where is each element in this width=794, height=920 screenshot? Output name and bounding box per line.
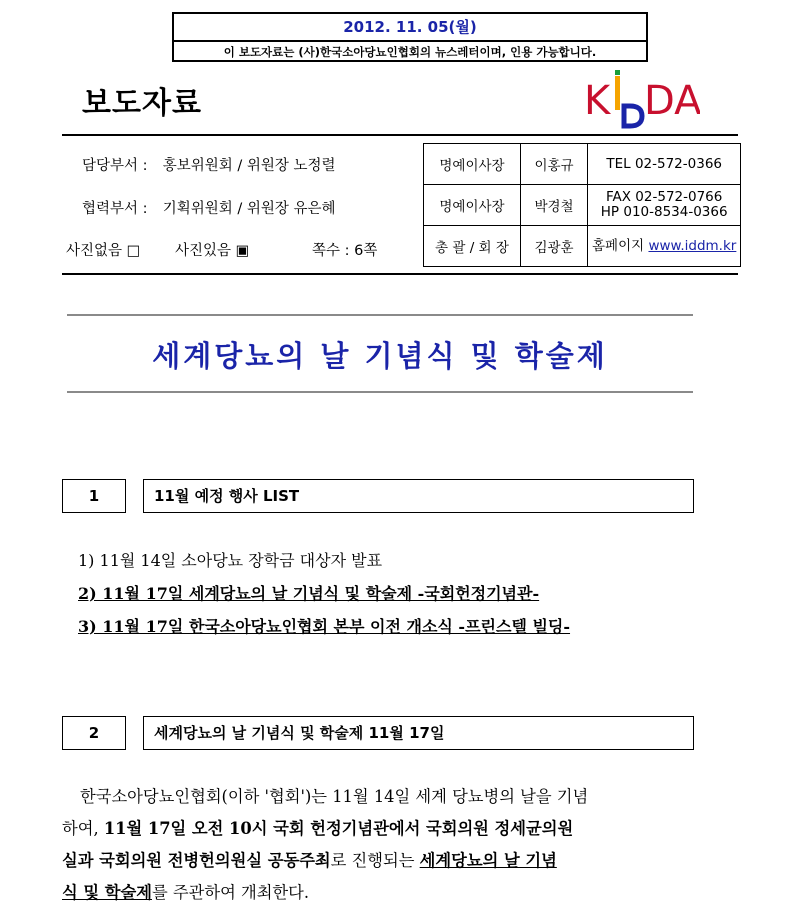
para-bold: 실과 국회의원 전병헌의원실 공동주최 (62, 851, 331, 870)
para-bold-underline: 세계당뇨의 날 기념 (419, 851, 557, 870)
header-rule-top (62, 134, 738, 136)
para-line-1: 한국소아당뇨인협회(이하 '협회')는 11월 14일 세계 당뇨병의 날을 기념 (80, 787, 589, 806)
coop-label: 협력부서 : (82, 201, 148, 217)
newsletter-notice: 이 보도자료는 (사)한국소아당뇨인협회의 뉴스레터이며, 인용 가능합니다. (223, 45, 597, 59)
coop-value: 기획위원회 / 위원장 유은혜 (162, 201, 336, 217)
dept-label: 담당부서 : (82, 158, 148, 174)
dept-line (82, 154, 336, 175)
section-2-title: 세계당뇨의 날 기념식 및 학술제 11월 17일 (143, 716, 694, 750)
event-item: 3) 11월 17일 한국소아당뇨인협회 본부 이전 개소식 -프린스텔 빌딩- (78, 617, 571, 636)
header-rule-bottom (62, 273, 738, 275)
event-item: 2) 11월 17일 세계당뇨의 날 기념식 및 학술제 -국회헌정기념관- (78, 584, 540, 603)
para-text: 로 진행되는 (330, 851, 420, 870)
main-title: 세계당뇨의 날 기념식 및 학술제 (152, 339, 608, 373)
svg-text:DA: DA (644, 78, 700, 124)
para-text: 하여, (62, 819, 104, 838)
para-bold: 11월 17일 오전 10시 국회 헌정기념관에서 국회의원 정세균의원 (103, 819, 574, 838)
contact-role: 명예이사장 (424, 185, 521, 226)
section-1-number: 1 (62, 479, 126, 513)
release-date: 2012. 11. 05(월) (174, 14, 646, 42)
svg-text:K: K (584, 78, 611, 124)
contact-homepage (588, 226, 741, 267)
para-text: 를 주관하여 개최한다. (151, 883, 310, 902)
contact-table (423, 143, 741, 267)
contact-name: 박경철 (521, 185, 588, 226)
contact-name: 김광훈 (521, 226, 588, 267)
para-line-4 (62, 877, 710, 909)
title-rule-top (67, 314, 693, 316)
contact-name: 이홍규 (521, 144, 588, 185)
homepage-link[interactable]: www.iddm.kr (648, 237, 737, 254)
contact-row (424, 226, 741, 267)
para-line-2 (62, 813, 710, 845)
event-item: 1) 11월 14일 소아당뇨 장학금 대상자 발표 (78, 551, 383, 570)
homepage-label: 홈페이지 (592, 237, 645, 254)
kidda-logo (582, 68, 700, 130)
header-box (172, 12, 648, 62)
contact-fax: FAX 02-572-0766 (606, 189, 723, 205)
para-line-3 (62, 845, 710, 877)
contact-fax-hp (588, 185, 741, 226)
section-1-title: 11월 예정 행사 LIST (143, 479, 694, 513)
title-rule-bottom (67, 391, 693, 393)
para-bold-underline: 식 및 학술제 (62, 883, 152, 902)
contact-role: 명예이사장 (424, 144, 521, 185)
photo-none: 사진없음 □ (66, 243, 141, 259)
contact-row (424, 185, 741, 226)
contact-hp: HP 010-8534-0366 (600, 204, 728, 220)
photo-yes: 사진있음 ▣ (175, 243, 250, 259)
section-2-number: 2 (62, 716, 126, 750)
coop-line (82, 197, 336, 218)
contact-role: 총 괄 / 회 장 (424, 226, 521, 267)
contact-row (424, 144, 741, 185)
dept-value: 홍보위원회 / 위원장 노정렬 (162, 158, 336, 174)
body-paragraph (62, 781, 710, 909)
press-release-title: 보도자료 (82, 86, 202, 121)
page-count: 쪽수 : 6쪽 (312, 243, 378, 259)
contact-tel: TEL 02-572-0366 (588, 144, 741, 185)
